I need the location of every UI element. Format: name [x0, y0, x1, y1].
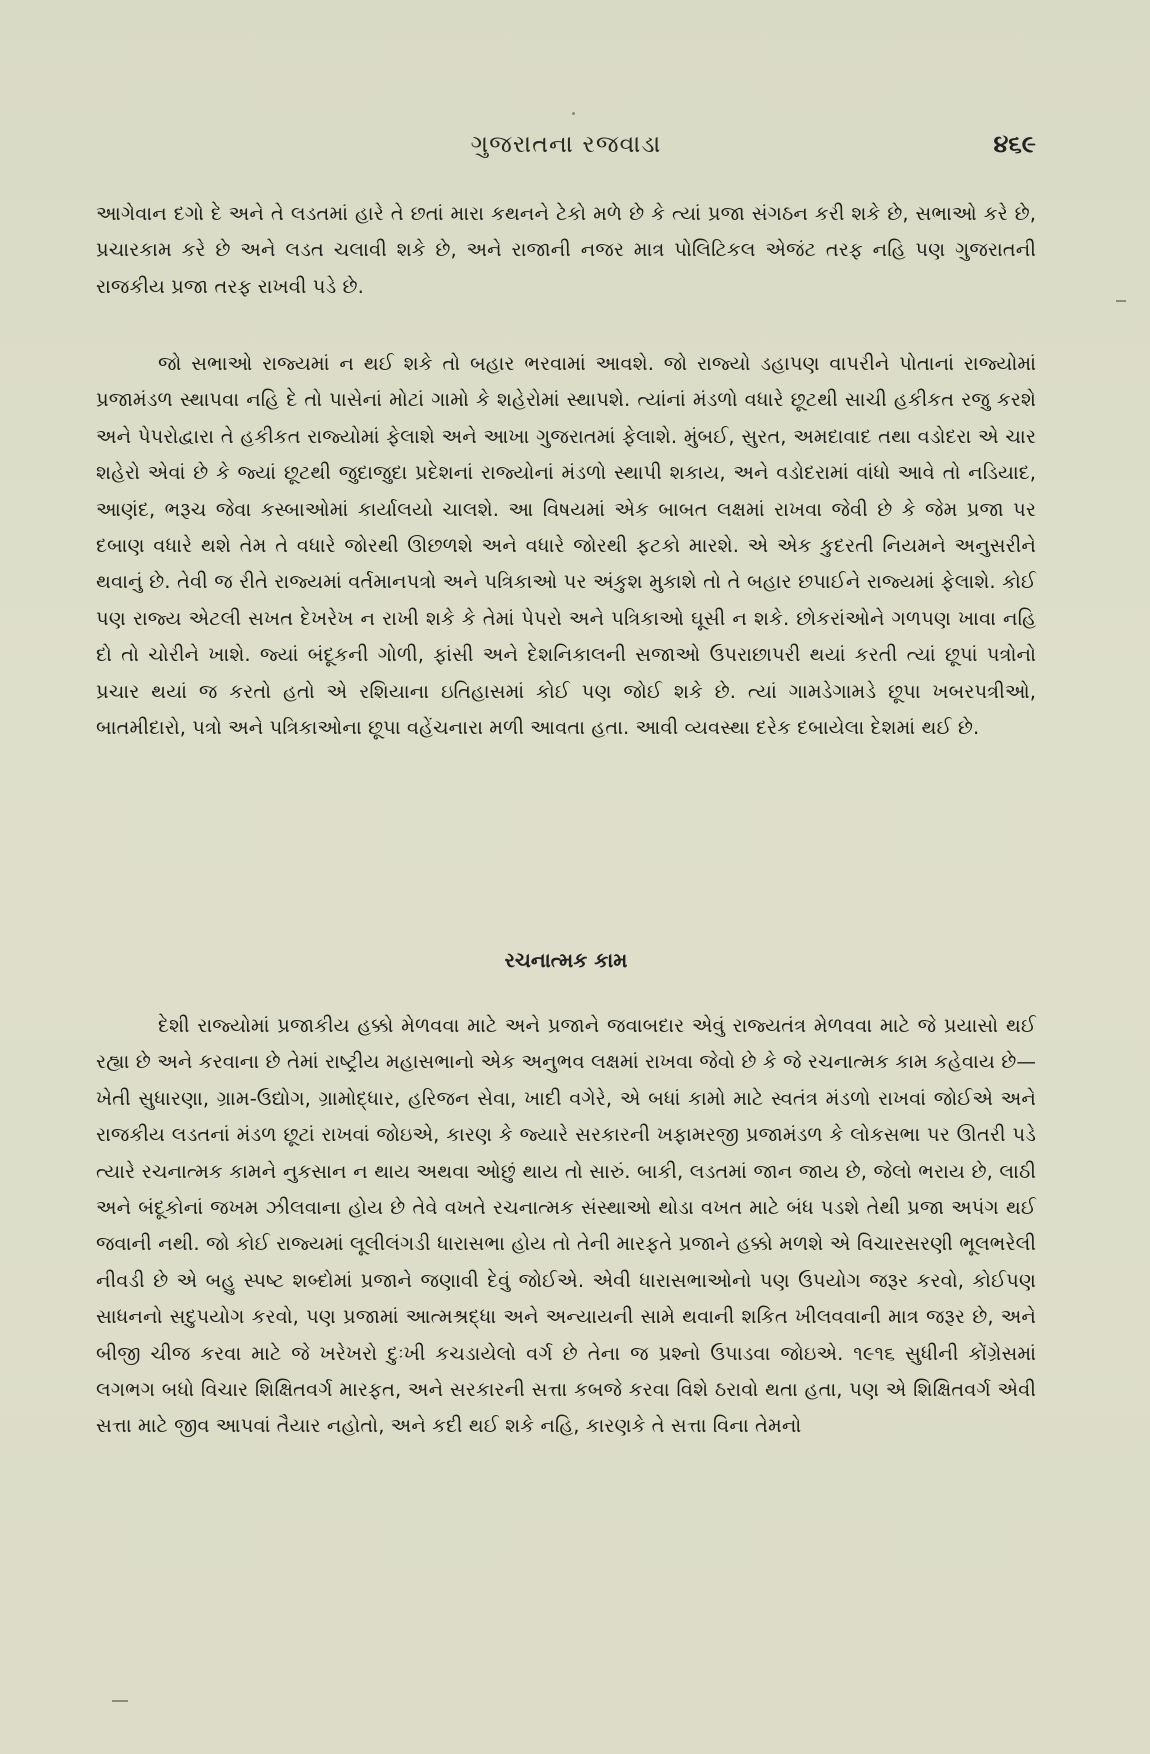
paragraph-text: આગેવાન દગો દે અને તે લડતમાં હારે તે છતાં મારા કથનને ટેકો મળે છે કે ત્યાં પ્રજા સંગઠન કરી શકે છે, સભાઓ કરે છે, પ્રચારકામ કરે છે અને લડત ચલાવી શકે છે, અને રાજાની નજર માત્ર પોલિટિકલ એજંટ તરફ નહિ પણ ગુજરાતની રાજકીય પ્રજા તરફ રાખવી પડે છે.: [96, 202, 1036, 298]
page-number: ૪૬૯: [993, 130, 1036, 158]
paragraph-text: દેશી રાજ્યોમાં પ્રજાકીય હક્કો મેળવવા માટે અને પ્રજાને જવાબદાર એવું રાજ્યતંત્ર મેળવવા માટે જે પ્રયાસો થઈ રહ્યા છે અને કરવાના છે તેમાં રાષ્ટ્રીય મહાસભાનો એક અનુભવ લક્ષમાં રાખવા જેવો છે કે જે રચનાત્મક કામ કહેવાય છે—ખેતી સુધારણા, ગ્રામ-ઉદ્યોગ, ગ્રામોદ્ધાર, હરિજન સેવા, ખાદી વગેરે, એ બધાં કામો માટે સ્વતંત્ર મંડળો રાખવાં જોઈએ અને રાજકીય લડતનાં મંડળ છૂટાં રાખવાં જોઇએ, કારણ કે જ્યારે સરકારની ખફામરજી પ્રજામંડળ કે લોકસભા પર ઊતરી પડે ત્યારે રચનાત્મક કામને નુકસાન ન થાય અથવા ઓછું થાય તો સારું. બાકી, લડતમાં જાન જાય છે, જેલો ભરાય છે, લાઠી અને બંદૂકોનાં જખમ ઝીલવાના હોય છે તેવે વખતે રચનાત્મક સંસ્થાઓ થોડા વખત માટે બંધ પડશે તેથી પ્રજા અપંગ થઈ જવાની નથી. જો કોઈ રાજ્યમાં લૂલીલંગડી ધારાસભા હોય તો તેની મારફતે પ્રજાને હક્કો મળશે એ વિચારસરણી ભૂલભરેલી નીવડી છે એ બહુ સ્પષ્ટ શબ્દોમાં પ્રજાને જણાવી દેવું જોઈએ. એવી ધારાસભાઓનો પણ ઉપયોગ જરૂર કરવો, કોઈપણ સાધનનો સદુપયોગ કરવો, પણ પ્રજામાં આત્મશ્રદ્ધા અને અન્યાયની સામે થવાની શકિત ખીલવવાની માત્ર જરૂર છે, અને બીજી ચીજ કરવા માટે જે ખરેખરો દુઃખી કચડાયેલો વર્ગ છે તેના જ પ્રશ્નો ઉપાડવા જોઇએ. ૧૯૧૬ સુધીની કોંગ્રેસમાં લગભગ બધો વિચાર શિક્ષિતવર્ગ મારફત, અને સરકારની સત્તા કબજે કરવા વિશે ઠરાવો થતા હતા, પણ એ શિક્ષિતવર્ગ એવી સત્તા માટે જીવ આપવાં તૈયાર નહોતો, અને કદી થઈ શકે નહિ, કારણકે તે સત્તા વિના તેમનો: [96, 1014, 1036, 1438]
margin-mark: [112, 1700, 128, 1702]
print-speck: [572, 112, 575, 115]
section-heading: રચનાત્મક કામ: [504, 948, 628, 972]
paragraph-section: [96, 1008, 1036, 1445]
paragraph-continuation: [96, 196, 1036, 305]
page-header: [96, 130, 1036, 170]
paragraph-main: [96, 346, 1036, 746]
margin-mark: [1116, 300, 1126, 302]
paragraph-text: જો સભાઓ રાજ્યમાં ન થઈ શકે તો બહાર ભરવામાં આવશે. જો રાજ્યો ડહાપણ વાપરીને પોતાનાં રાજ્યોમાં પ્રજામંડળ સ્થાપવા નહિ દે તો પાસેનાં મોટાં ગામો કે શહેરોમાં સ્થાપશે. ત્યાંનાં મંડળો વધારે છૂટથી સાચી હકીકત રજુ કરશે અને પેપરોદ્વારા તે હકીકત રાજ્યોમાં ફેલાશે અને આખા ગુજરાતમાં ફેલાશે. મુંબઈ, સુરત, અમદાવાદ તથા વડોદરા એ ચાર શહેરો એવાં છે કે જ્યાં છૂટથી જુદાજુદા પ્રદેશનાં રાજ્યોનાં મંડળો સ્થાપી શકાય, અને વડોદરામાં વાંધો આવે તો નડિયાદ, આણંદ, ભરૂચ જેવા કસ્બાઓમાં કાર્યાલયો ચાલશે. આ વિષયમાં એક બાબત લક્ષમાં રાખવા જેવી છે કે જેમ પ્રજા પર દબાણ વધારે થશે તેમ તે વધારે જોરથી ઊછળશે અને વધારે જોરથી ફટકો મારશે. એ એક કુદરતી નિયમને અનુસરીને થવાનું છે. તેવી જ રીતે રાજ્યમાં વર્તમાનપત્રો અને પત્રિકાઓ પર અંકુશ મુકાશે તો તે બહાર છપાઈને રાજ્યમાં ફેલાશે. કોઈ પણ રાજ્ય એટલી સખત દેખરેખ ન રાખી શકે કે તેમાં પેપરો અને પત્રિકાઓ ઘૂસી ન શકે. છોકરાંઓને ગળપણ ખાવા નહિ દો તો ચોરીને ખાશે. જ્યાં બંદૂકની ગોળી, ફાંસી અને દેશનિકાલની સજાઓ ઉપરાછાપરી થયાં કરતી ત્યાં છૂપાં પત્રોનો પ્રચાર થયાં જ કરતો હતો એ રશિયાના ઇતિહાસમાં કોઈ પણ જોઈ શકે છે. ત્યાં ગામડેગામડે છૂપા ખબરપત્રીઓ, બાતમીદારો, પત્રો અને પત્રિકાઓના છૂપા વહેંચનારા મળી આવતા હતા. આવી વ્યવસ્થા દરેક દબાયેલા દેશમાં થઈ છે.: [96, 352, 1036, 740]
running-title: ગુજરાતના રજવાડા: [470, 130, 662, 158]
